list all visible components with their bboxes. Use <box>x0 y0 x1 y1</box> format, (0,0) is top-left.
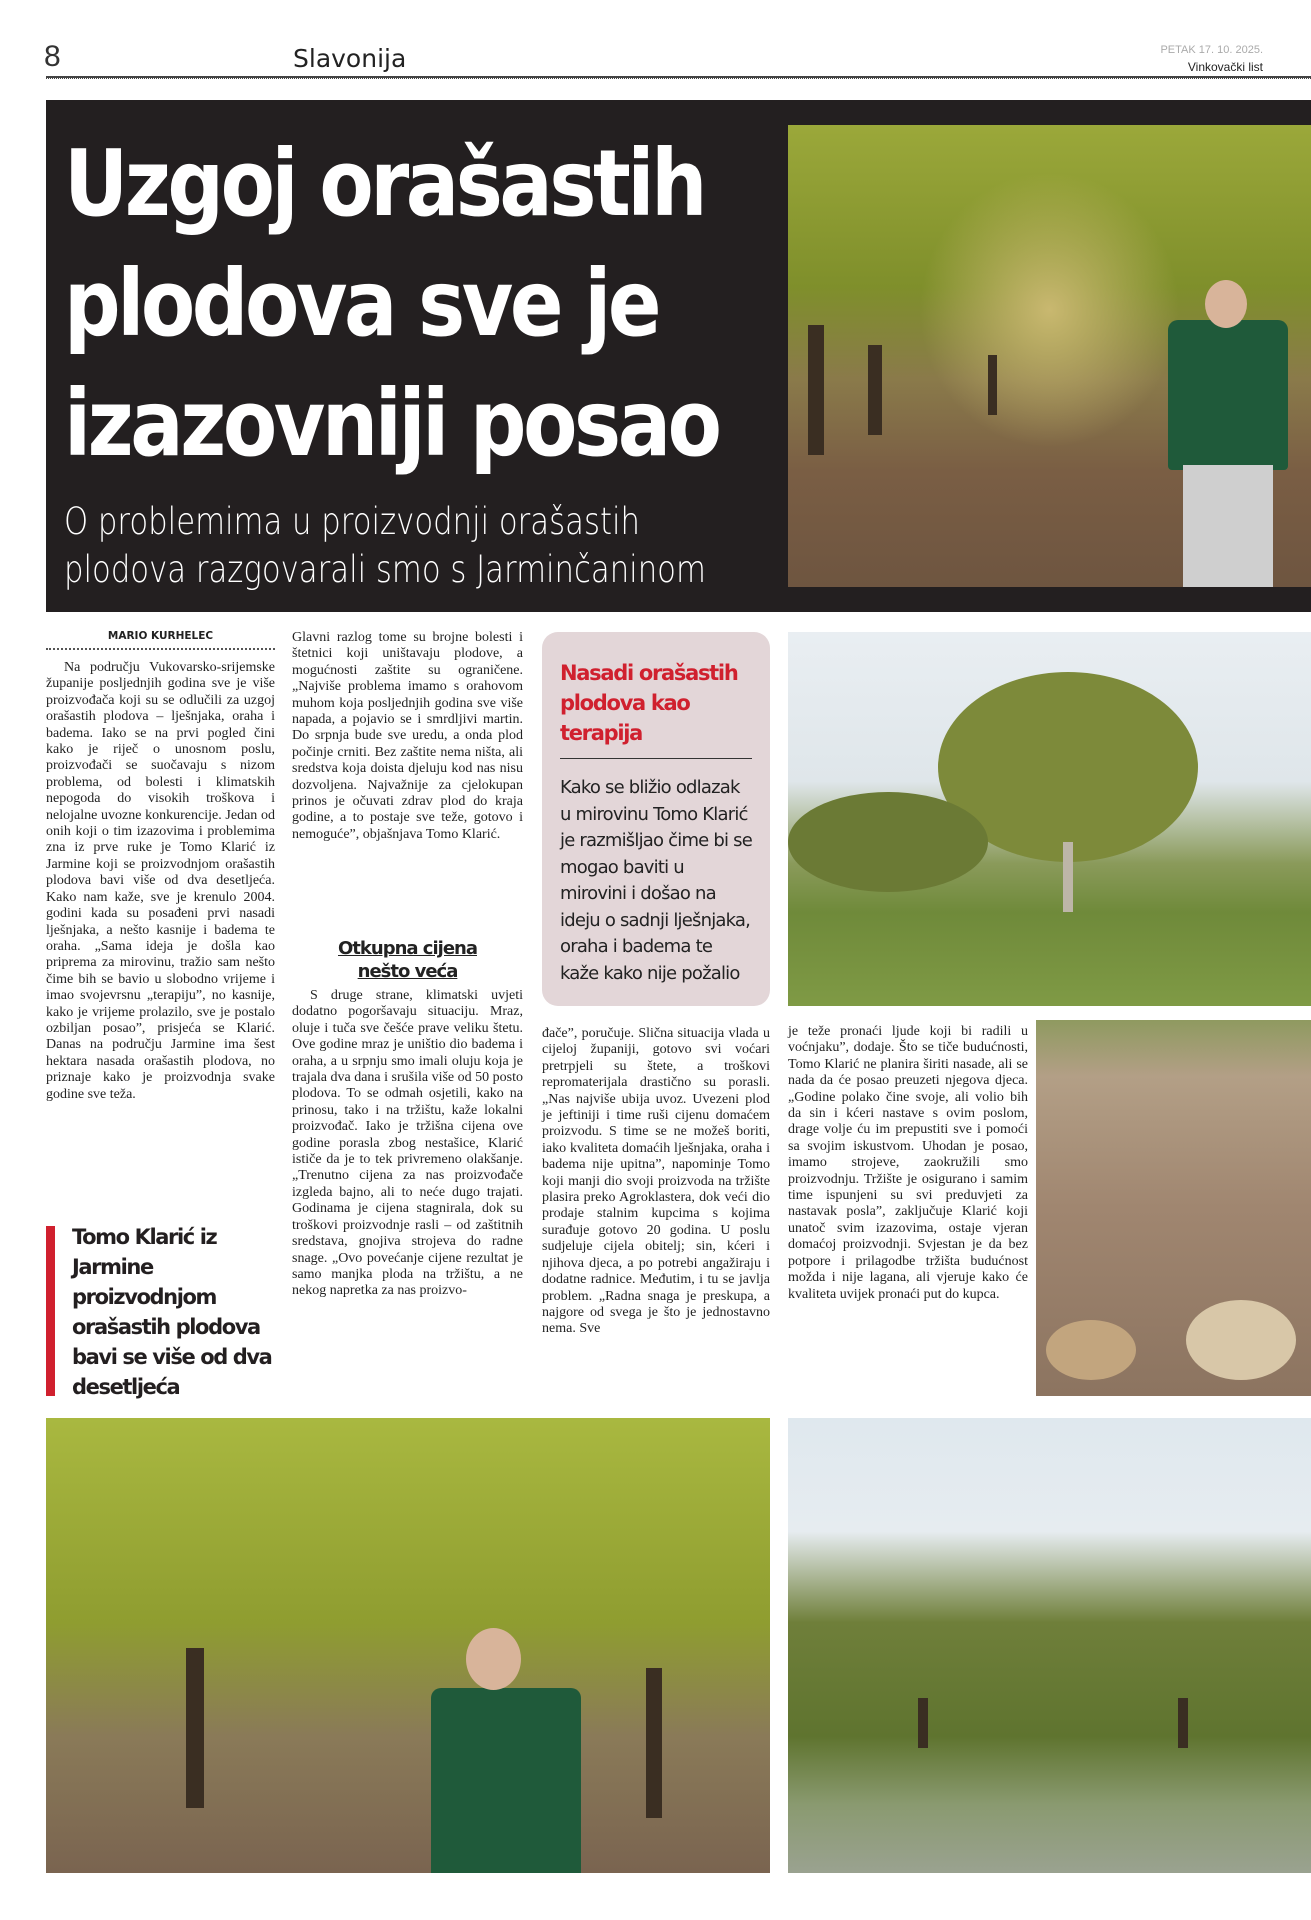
subtitle-line: plodova razgovarali smo s Jarminčaninom <box>64 548 706 591</box>
hazelnut-orchard-photo <box>788 1418 1311 1873</box>
paragraph: Na području Vukovarsko-srijemske županije posljednjih godina sve je više proizvođača koji su se odlučili za uzgoj orašastih plodova – lješnjaka, oraha i badema. Iako se na prvi pogled čini kako je riječ o unosnom poslu, proizvođači se suočavaju s nizom problema, od bolesti i klimatskih nepogoda do visokih troškova i nelojalne uvozne konkurencije. Jedan od onih koji o tim izazovima i problemima zna iz prve ruke je Tomo Klarić iz Jarmine koji se proizvodnjom orašastih plodova bavi više od dva desetljeća. Kako nam kaže, sve je krenulo 2004. godini kada su posađeni prvi nasadi lješnjaka, a nešto kasnije i badema te oraha. „Sama ideja je došla kao priprema za mirovinu, tražio sam nešto čime bih se bavio u slobodno vrijeme i imao svojevrsnu „terapiju”, no kasnije, kako je vrijeme prolazilo, sve je postalo ozbiljan posao”, prisjeća se Klarić. Danas na području Jarmine ima šest hektara nasada orašastih plodova, no priznaje kako je proizvodnja svake godine sve teža. <box>46 660 275 1102</box>
subheading-line: Otkupna cijena <box>338 938 477 959</box>
article-column-2-continued <box>292 988 523 1300</box>
article-column-4 <box>788 1024 1028 1303</box>
pull-quote: Tomo Klarić iz Jarmine proizvodnjom orašastih plodova bavi se više od dva desetljeća <box>72 1225 272 1399</box>
section-name: Slavonija <box>293 44 407 73</box>
article-subheading <box>292 937 523 983</box>
title-line: izazovniji posao <box>64 370 719 477</box>
newspaper-name: Vinkovački list <box>1187 60 1263 74</box>
article-column-1 <box>46 660 275 1103</box>
paragraph: Glavni razlog tome su brojne bolesti i štetnici koji uništavaju plodove, a mogućnosti zaštite su ograničene. „Najviše problema imamo s orahovom muhom koja posljednjih godina sve više napada, a pojavio se i smrdljivi martin. Do srpnja bude sve uredu, a onda plod počinje crniti. Bez zaštite nema ništa, ali sredstva koja doista djeluju kod nas nisu dozvoljena. Najvažnije za cjelokupan prinos je očuvati zdrav plod do kraja godine, a to postaje sve teže, gotovo i nemoguće”, objašnjava Tomo Klarić. <box>292 630 523 842</box>
header-rule <box>46 76 1311 79</box>
byline: MARIO KURHELEC <box>46 630 275 650</box>
title-line: plodova sve je <box>64 250 659 357</box>
sidebar-box <box>542 632 770 1006</box>
walnut-tree-photo <box>788 632 1311 1006</box>
article-column-3 <box>542 1026 770 1338</box>
page-number: 8 <box>44 40 61 73</box>
sidebar-box-title: Nasadi orašastih plodova kao terapija <box>560 658 752 759</box>
pull-quote-bar <box>46 1226 55 1396</box>
issue-date: PETAK 17. 10. 2025. <box>1160 44 1263 56</box>
article-column-2 <box>292 630 523 843</box>
fallen-leaves-photo <box>1036 1020 1311 1396</box>
sidebar-box-text: Kako se bližio odlazak u mirovinu Tomo Klarić je razmišljao čime bi se mogao baviti u mirovini i došao na ideju o sadnji lješnjaka, oraha i badema te kaže kako nije požalio <box>560 777 752 984</box>
paragraph: S druge strane, klimatski uvjeti dodatno pogoršavaju situaciju. Mraz, oluje i tuča sve češće prave veliku štetu. Ove godine mraz je uništio dio badema i oraha, a u srpnju smo imali oluju koja je trajala dva dana i srušila više od 50 posto plodova. To se odmah osjetili, kako na prinosu, tako i na tržištu, kaže lokalni proizvođač. Iako je tržišna cijena ove godine porasla zbog nestašice, Klarić ističe da je to tek privremeno olakšanje. „Trenutno cijena za nas proizvođače izgleda bajno, ali to neće dugo trajati. Godinama je cijena stagnirala, dok su troškovi proizvodnje rasli – od zaštitnih sredstava, gnojiva strojeva do radne snage. „Ovo povećanje cijene rezultat je samo manjka ploda na tržištu, a ne nekog napretka za nas proizvo- <box>292 988 523 1299</box>
paragraph: je teže pronaći ljude koji bi radili u voćnjaku”, dodaje. Što se tiče budućnosti, Tomo Klarić ne planira širiti nasade, ali se nada da će posao preuzeti njegova djeca. „Godine polako čine svoje, ali volio bih da sin i kćeri nastave s ovim poslom, drage volje ću im prepustiti sve i pomoći sa svojim iskustvom. Uhodan je posao, imamo strojeve, zaokružili smo proizvodnju. Tržište je osigurano i samim time ispunjeni su svi preduvjeti za nastavak posla”, zaključuje Klarić koji unatoč svim izazovima, ostaje vjeran domaćoj proizvodnji. Svjestan je da bez potpore i prilagodbe tržišta budućnost možda i nije lagana, ali vjeruje kako će kvaliteta uvijek pronaći put do kupca. <box>788 1024 1028 1302</box>
title-line: Uzgoj orašastih <box>64 130 704 237</box>
paragraph: đače”, poručuje. Slična situacija vlada u cijeloj županiji, gotovo svi voćari pretrpjeli su štete, a troškovi repromaterijala drastično su porasli. „Nas najviše ubija uvoz. Uvezeni plod je jeftiniji i time ruši cijenu domaćem proizvodu. S time se ne možeš boriti, iako kvaliteta domaćih lješnjaka, oraha i badema nije upitna”, napominje Tomo koji manji dio svoji proizvoda na tržište plasira preko Agroklastera, dok veći dio prodaje stalnim kupcima s kojima surađuje gotovo 20 godina. U poslu sudjeluje cijela obitelj; sin, kćeri i njihova djeca, a po potrebi angažiraju i dodatne radnice. Međutim, i tu se javlja problem. „Radna snaga je preskupa, a najgore od svega je što je jednostavno nema. Sve <box>542 1026 770 1337</box>
subtitle-line: O problemima u proizvodnji orašastih <box>64 500 640 543</box>
orchard-photo-man-inspecting-branch <box>46 1418 770 1873</box>
article-subtitle <box>64 498 706 594</box>
article-title <box>64 124 719 484</box>
orchard-photo-man-walking <box>788 125 1311 587</box>
subheading-line: nešto veća <box>357 961 458 982</box>
